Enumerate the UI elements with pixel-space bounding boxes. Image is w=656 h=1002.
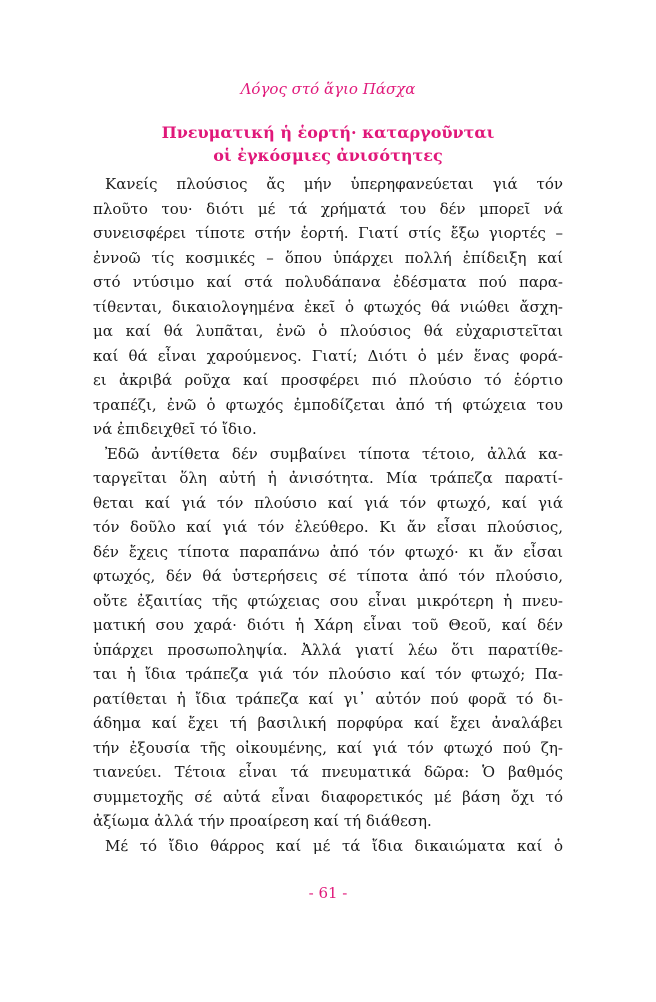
text-line: καί θά εἶναι χαρούμενος. Γιατί; Διότι ὁ μέν ἕνας φορά-: [93, 346, 563, 365]
text-line: Ἐδῶ ἀντίθετα δέν συμβαίνει τίποτα τέτοιο, ἀλλά κα-: [105, 444, 563, 463]
text-line: άδημα καί ἔχει τή βασιλική πορφύρα καί ἔχει ἀναλάβει: [93, 714, 563, 732]
text-line: μα καί θά λυπᾶται, ἐνῶ ὁ πλούσιος θά εὐχαριστεῖται: [93, 322, 563, 340]
paragraph: [93, 442, 563, 834]
paragraph: [93, 834, 563, 859]
section-title: [100, 121, 556, 167]
text-line: ει ἀκριβά ροῦχα καί προσφέρει πιό πλούσιο τό ἑόρτιο: [93, 371, 563, 389]
section-title-line-1: Πνευματική ἡ ἑορτή· καταργοῦνται: [161, 123, 495, 142]
text-line: συνεισφέρει τίποτε στήν ἑορτή. Γιατί στίς ἔξω γιορτές –: [93, 224, 563, 242]
text-line: ταργεῖται ὅλη αὐτή ἡ ἀνισότητα. Μία τράπεζα παρατί-: [93, 469, 563, 487]
text-line: ματική σου χαρά· διότι ἡ Χάρη εἶναι τοῦ Θεοῦ, καί δέν: [93, 616, 563, 634]
running-header: Λόγος στό ἅγιο Πάσχα: [240, 80, 416, 98]
text-line: Κανείς πλούσιος ἄς μήν ὑπερηφανεύεται γιά τόν: [105, 175, 563, 193]
body-text: [93, 172, 563, 858]
text-line: τήν ἐξουσία τῆς οἰκουμένης, καί γιά τόν φτωχό πού ζη-: [93, 738, 563, 757]
text-line: ἐννοῶ τίς κοσμικές – ὅπου ὑπάρχει πολλή ἐπίδειξη καί: [93, 248, 563, 267]
text-line: πλοῦτο του· διότι μέ τά χρήματά του δέν μπορεῖ νά: [93, 199, 563, 218]
text-line: ὑπάρχει προσωποληψία. Ἀλλά γιατί λέω ὅτι παρατίθε-: [93, 640, 563, 659]
text-line: τόν δοῦλο καί γιά τόν ἐλεύθερο. Κι ἄν εἶσαι πλούσιος,: [93, 518, 563, 536]
text-line: Μέ τό ἴδιο θάρρος καί μέ τά ἴδια δικαιώματα καί ὁ: [105, 836, 563, 855]
text-line: ται ἡ ἴδια τράπεζα γιά τόν πλούσιο καί τόν φτωχό; Πα-: [93, 665, 563, 683]
text-line: οὔτε ἐξαιτίας τῆς φτώχειας σου εἶναι μικρότερη ἡ πνευ-: [93, 591, 563, 610]
text-line: τίθενται, δικαιολογημένα ἐκεῖ ὁ φτωχός θά νιώθει ἄσχη-: [93, 297, 563, 316]
text-line: συμμετοχῆς σέ αὐτά εἶναι διαφορετικός μέ βάση ὄχι τό: [93, 787, 563, 806]
text-line: θεται καί γιά τόν πλούσιο καί γιά τόν φτωχό, καί γιά: [93, 493, 563, 512]
text-line: τραπέζι, ἐνῶ ὁ φτωχός ἐμποδίζεται ἀπό τή φτώχεια του: [93, 395, 563, 414]
text-line: νά ἐπιδειχθεῖ τό ἴδιο.: [93, 420, 257, 438]
text-line: ρατίθεται ἡ ἴδια τράπεζα καί γι᾿ αὐτόν πού φορᾶ τό δι-: [93, 689, 563, 708]
text-line: ἀξίωμα ἀλλά τήν προαίρεση καί τή διάθεση.: [93, 812, 432, 830]
text-line: στό ντύσιμο καί στά πολυδάπανα ἐδέσματα πού παρα-: [93, 273, 563, 291]
text-line: τιανεύει. Τέτοια εἶναι τά πνευματικά δῶρα: Ὁ βαθμός: [93, 763, 563, 781]
text-line: δέν ἔχεις τίποτα παραπάνω ἀπό τόν φτωχό· κι ἄν εἶσαι: [93, 542, 563, 561]
paragraph: [93, 172, 563, 442]
section-title-line-2: οἱ ἐγκόσμιες ἀνισότητες: [213, 146, 443, 165]
text-line: φτωχός, δέν θά ὑστερήσεις σέ τίποτα ἀπό τόν πλούσιο,: [93, 567, 563, 585]
page-number: - 61 -: [308, 884, 348, 902]
